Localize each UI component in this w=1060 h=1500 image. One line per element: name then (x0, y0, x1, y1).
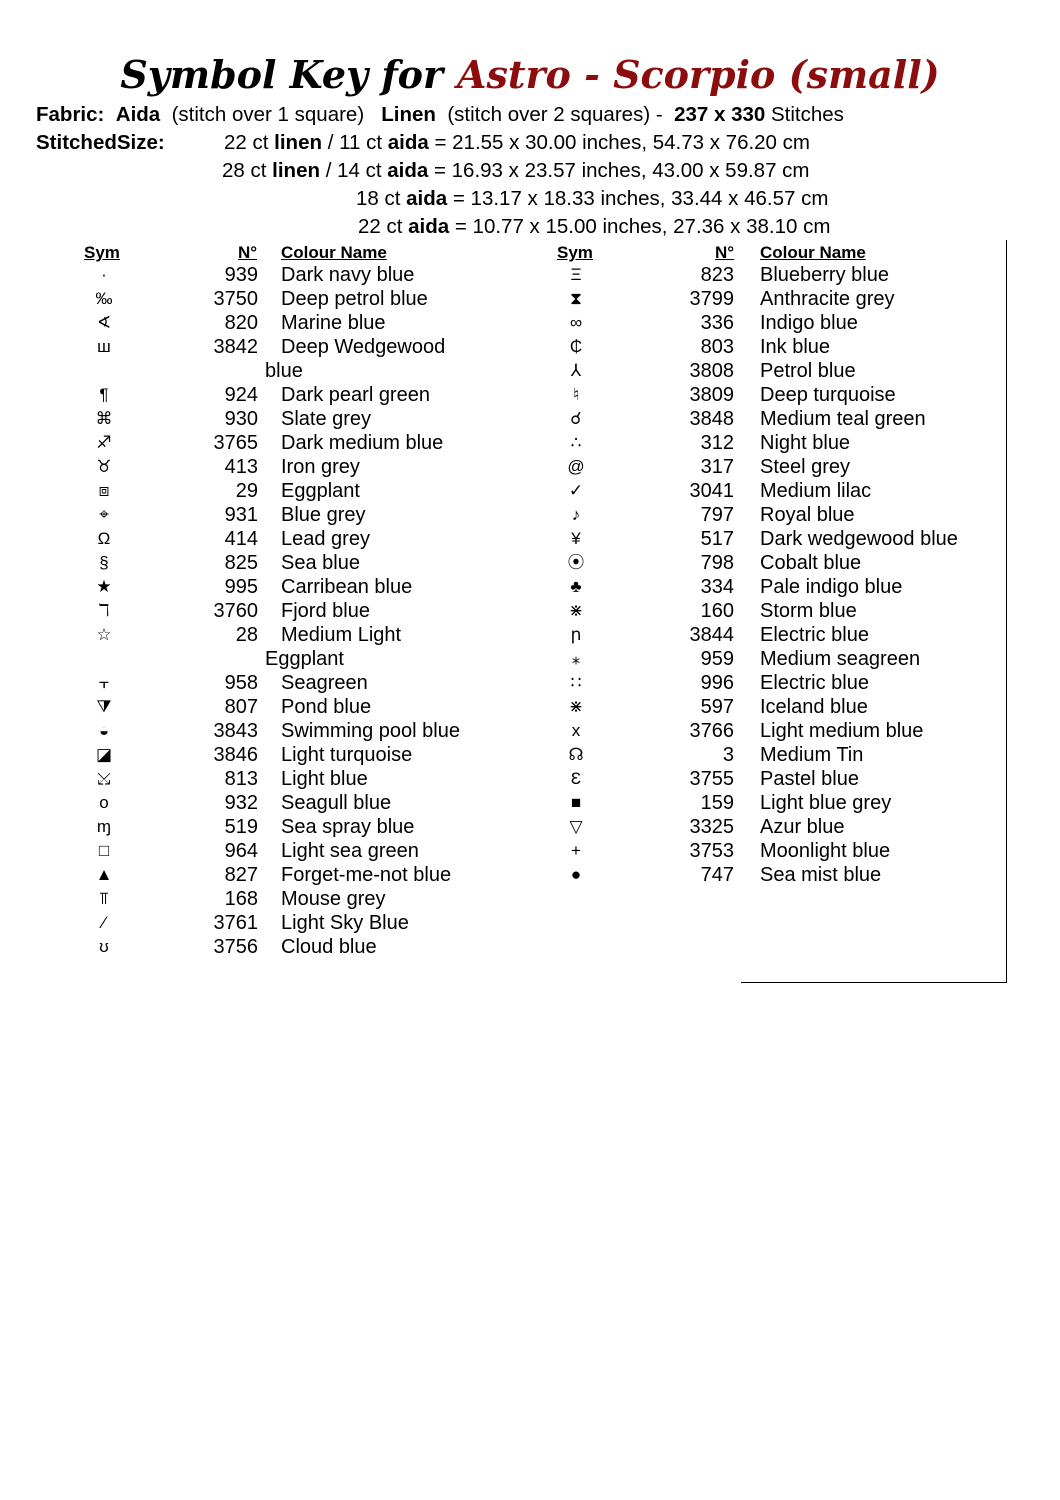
symbol-right: @ (567, 457, 585, 476)
symbol-right: ⦿ (567, 553, 585, 572)
bottom-border-line (741, 982, 1007, 983)
header-name-right: Colour Name (760, 243, 866, 262)
color-number-right: 3041 (689, 480, 734, 502)
symbol-right: ₵ (569, 337, 583, 356)
color-number-left: 3843 (213, 720, 258, 742)
symbol-left: ⤩ (97, 769, 111, 788)
color-name-left: Mouse grey (281, 888, 386, 910)
color-name-continued-left: blue (265, 360, 303, 382)
color-number-right: 317 (700, 456, 734, 478)
color-number-left: 958 (224, 672, 258, 694)
color-number-right: 3848 (689, 408, 734, 430)
fabric-aida-note: (stitch over 1 square) (171, 103, 365, 126)
symbol-left: ⫪ (99, 889, 109, 908)
color-name-right: Royal blue (760, 504, 855, 526)
fabric-label: Fabric: (36, 103, 105, 126)
color-number-left: 931 (224, 504, 258, 526)
color-number-right: 3808 (689, 360, 734, 382)
size-sep: / 14 ct (325, 159, 382, 182)
symbol-right: ⋇ (568, 601, 584, 620)
symbol-right: ■ (570, 793, 582, 812)
color-number-right: 159 (700, 792, 734, 814)
stitch-word: Stitches (770, 103, 844, 126)
color-name-left: Blue grey (281, 504, 366, 526)
color-name-left: Deep Wedgewood (281, 336, 446, 358)
size-row (224, 131, 810, 155)
color-number-left: 964 (224, 840, 258, 862)
color-name-left: Dark navy blue (281, 264, 415, 286)
color-number-right: 823 (700, 264, 734, 286)
color-name-left: Carribean blue (281, 576, 413, 598)
symbol-right: ∴ (570, 433, 582, 452)
color-number-left: 930 (224, 408, 258, 430)
color-number-left: 813 (224, 768, 258, 790)
symbol-left: ‰ (95, 289, 113, 308)
color-number-right: 803 (700, 336, 734, 358)
color-name-right: Storm blue (760, 600, 857, 622)
symbol-left: ♐ (96, 433, 112, 452)
symbol-left: ℸ (98, 601, 110, 620)
color-number-left: 168 (224, 888, 258, 910)
color-name-left: Light sea green (281, 840, 419, 862)
symbol-left: o (99, 793, 109, 812)
color-number-right: 3844 (689, 624, 734, 646)
symbol-right: + (571, 841, 581, 860)
size-count: 22 ct (358, 215, 403, 238)
color-number-left: 3750 (213, 288, 258, 310)
color-name-right: Azur blue (760, 816, 845, 838)
color-number-right: 3753 (689, 840, 734, 862)
stitch-count: 237 x 330 (674, 103, 766, 126)
stitched-size-label: StitchedSize: (36, 131, 165, 154)
symbol-left: ◪ (95, 745, 113, 764)
color-number-right: 336 (700, 312, 734, 334)
symbol-left: ⁄ (102, 913, 106, 932)
symbol-right: ր (570, 625, 582, 644)
size-fabric: aida (387, 131, 429, 154)
color-name-left: Pond blue (281, 696, 372, 718)
pattern-name: Astro - Scorpio (small) (457, 52, 940, 97)
title-prefix: Symbol Key for (120, 52, 444, 97)
size-fabric: aida (408, 215, 450, 238)
symbol-right: ☊ (568, 745, 584, 764)
color-name-right: Medium teal green (760, 408, 926, 430)
symbol-right: ⁎ (571, 649, 581, 668)
color-name-left: Lead grey (281, 528, 370, 550)
symbol-right: ♣ (570, 577, 582, 596)
color-number-left: 807 (224, 696, 258, 718)
color-number-right: 798 (700, 552, 734, 574)
color-name-left: Light Sky Blue (281, 912, 409, 934)
color-number-right: 3755 (689, 768, 734, 790)
symbol-left: ☆ (96, 625, 112, 644)
color-name-right: Steel grey (760, 456, 851, 478)
color-number-left: 939 (224, 264, 258, 286)
symbol-right: ♮ (572, 385, 580, 404)
symbol-left: ⌖ (99, 505, 109, 524)
color-number-right: 3809 (689, 384, 734, 406)
symbol-left: ⌘ (95, 409, 113, 428)
symbol-right: ▽ (569, 817, 583, 836)
color-number-left: 28 (235, 624, 258, 646)
color-name-right: Electric blue (760, 624, 869, 646)
color-name-left: Medium Light (281, 624, 402, 646)
fabric-linen-note: (stitch over 2 squares) - (447, 103, 663, 126)
color-name-left: Deep petrol blue (281, 288, 428, 310)
color-number-left: 3760 (213, 600, 258, 622)
symbol-right: ☌ (570, 409, 582, 428)
symbol-left: ♉ (96, 457, 112, 476)
color-name-left: Seagreen (281, 672, 368, 694)
symbol-left: ◒ (98, 721, 110, 740)
symbol-left: ▲ (95, 865, 113, 884)
color-number-left: 932 (224, 792, 258, 814)
color-name-right: Sea mist blue (760, 864, 882, 886)
color-number-left: 924 (224, 384, 258, 406)
page-title (0, 52, 1060, 97)
color-name-right: Anthracite grey (760, 288, 895, 310)
color-number-right: 3325 (689, 816, 734, 838)
symbol-right: Ɛ (570, 769, 582, 788)
color-number-left: 413 (224, 456, 258, 478)
color-name-right: Blueberry blue (760, 264, 889, 286)
color-name-right: Moonlight blue (760, 840, 891, 862)
size-fabric: linen (274, 131, 322, 154)
symbol-right: ✓ (568, 481, 584, 500)
size-count: 18 ct (356, 187, 401, 210)
header-num-left: N° (238, 243, 258, 262)
color-name-right: Indigo blue (760, 312, 858, 334)
color-name-left: Swimming pool blue (281, 720, 460, 742)
symbol-left: ∢ (96, 313, 112, 332)
color-name-left: Sea spray blue (281, 816, 415, 838)
size-count: 28 ct (222, 159, 267, 182)
color-number-left: 825 (224, 552, 258, 574)
color-name-continued-left: Eggplant (265, 648, 344, 670)
symbol-right: ¥ (571, 529, 581, 548)
fabric-linen: Linen (381, 103, 436, 126)
symbol-right: ● (570, 865, 582, 884)
color-name-right: Medium seagreen (760, 648, 921, 670)
color-name-left: Cloud blue (281, 936, 377, 958)
symbol-left: § (99, 553, 109, 572)
color-name-right: Pale indigo blue (760, 576, 903, 598)
symbol-left: ⧩ (96, 697, 112, 716)
color-number-right: 3799 (689, 288, 734, 310)
color-name-left: Sea blue (281, 552, 360, 574)
color-name-left: Dark medium blue (281, 432, 444, 454)
color-name-left: Fjord blue (281, 600, 370, 622)
symbol-left: ¶ (99, 385, 109, 404)
color-name-left: Dark pearl green (281, 384, 430, 406)
color-number-right: 160 (700, 600, 734, 622)
color-name-right: Cobalt blue (760, 552, 862, 574)
symbol-right: ∞ (569, 313, 583, 332)
color-number-left: 827 (224, 864, 258, 886)
color-name-right: Medium Tin (760, 744, 864, 766)
symbol-right: Ξ (570, 265, 582, 284)
size-dims: = 10.77 x 15.00 inches, 27.36 x 38.10 cm (454, 215, 831, 238)
color-name-right: Night blue (760, 432, 851, 454)
color-number-left: 995 (224, 576, 258, 598)
color-name-left: Slate grey (281, 408, 372, 430)
color-name-right: Electric blue (760, 672, 869, 694)
color-number-right: 597 (700, 696, 734, 718)
color-number-left: 820 (224, 312, 258, 334)
color-name-right: Medium lilac (760, 480, 872, 502)
color-name-left: Seagull blue (281, 792, 392, 814)
color-number-left: 29 (235, 480, 258, 502)
fabric-line (36, 103, 844, 127)
header-sym-left: Sym (84, 243, 120, 262)
symbol-left: ɱ (96, 817, 112, 836)
size-count: 22 ct (224, 131, 269, 154)
color-name-right: Iceland blue (760, 696, 868, 718)
color-number-right: 959 (700, 648, 734, 670)
symbol-left: ʊ (99, 937, 109, 956)
size-dims: = 13.17 x 18.33 inches, 33.44 x 46.57 cm (452, 187, 829, 210)
color-name-left: Light blue (281, 768, 368, 790)
symbol-left: ★ (96, 577, 112, 596)
size-sep: / 11 ct (327, 131, 383, 154)
size-fabric: aida (387, 159, 429, 182)
color-number-right: 334 (700, 576, 734, 598)
color-number-right: 996 (700, 672, 734, 694)
color-number-right: 3766 (689, 720, 734, 742)
size-fabric: aida (406, 187, 448, 210)
color-number-left: 3842 (213, 336, 258, 358)
color-name-right: Ink blue (760, 336, 831, 358)
symbol-right: ⅄ (570, 361, 582, 380)
color-name-left: Forget-me-not blue (281, 864, 452, 886)
color-number-right: 312 (700, 432, 734, 454)
symbol-right: ⋇ (568, 697, 584, 716)
header-name-left: Colour Name (281, 243, 387, 262)
color-number-right: 747 (700, 864, 734, 886)
symbol-left: · (101, 265, 107, 284)
color-number-left: 3846 (213, 744, 258, 766)
color-name-right: Petrol blue (760, 360, 856, 382)
symbol-left: ш (97, 337, 111, 356)
color-name-left: Eggplant (281, 480, 360, 502)
color-number-right: 3 (722, 744, 734, 766)
color-name-left: Marine blue (281, 312, 386, 334)
size-dims: = 16.93 x 23.57 inches, 43.00 x 59.87 cm (433, 159, 810, 182)
symbol-left: □ (98, 841, 110, 860)
size-row (222, 159, 810, 183)
color-name-right: Pastel blue (760, 768, 859, 790)
symbol-left: Ω (97, 529, 111, 548)
color-number-left: 519 (224, 816, 258, 838)
size-fabric: linen (272, 159, 320, 182)
color-name-right: Dark wedgewood blue (760, 528, 958, 550)
color-number-left: 3765 (213, 432, 258, 454)
color-number-left: 3761 (213, 912, 258, 934)
color-number-left: 3756 (213, 936, 258, 958)
stitched-size-label-line (36, 131, 165, 155)
color-number-right: 517 (700, 528, 734, 550)
color-name-left: Iron grey (281, 456, 360, 478)
header-num-right: N° (715, 243, 735, 262)
color-name-right: Deep turquoise (760, 384, 896, 406)
symbol-right: ♪ (571, 505, 581, 524)
right-border-line (1006, 240, 1007, 983)
header-sym-right: Sym (557, 243, 593, 262)
symbol-left: ⫟ (98, 673, 110, 692)
symbol-left: ⧈ (98, 481, 110, 500)
color-name-right: Light blue grey (760, 792, 892, 814)
size-row (358, 215, 830, 239)
color-number-left: 414 (224, 528, 258, 550)
fabric-aida: Aida (115, 103, 161, 126)
symbol-right: ⧗ (570, 289, 582, 308)
symbol-right: x (571, 721, 581, 740)
color-number-right: 797 (700, 504, 734, 526)
size-row (356, 187, 828, 211)
symbol-right: ∷ (570, 673, 582, 692)
color-name-right: Light medium blue (760, 720, 924, 742)
size-dims: = 21.55 x 30.00 inches, 54.73 x 76.20 cm (434, 131, 810, 154)
color-name-left: Light turquoise (281, 744, 413, 766)
